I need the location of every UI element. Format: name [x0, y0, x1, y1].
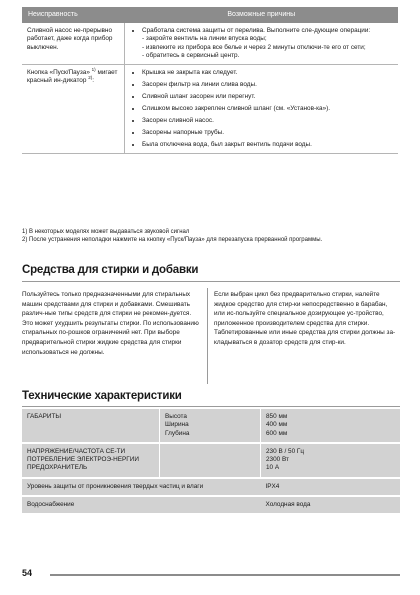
problem-text: : [92, 77, 94, 85]
section-divider [22, 406, 400, 407]
spec-name-line: НАПРЯЖЕНИЕ/ЧАСТОТА СЕ-ТИ [27, 447, 126, 455]
table-row [22, 409, 400, 443]
spec-label: Высота [165, 413, 187, 420]
cause-sub: - закройте вентиль на линии впуска воды; [142, 35, 267, 43]
footer-rule [50, 574, 400, 576]
causes-cell [125, 23, 399, 65]
cause-item: • Была отключена вода, был закрыт вентиль подачи воды. [142, 141, 393, 149]
table-row [22, 443, 400, 478]
page-number: 54 [22, 568, 33, 578]
spec-name: Уровень защиты от проникновения твердых частиц и влаги [22, 478, 261, 496]
spec-value: 10 А [266, 464, 280, 472]
troubleshooting-table [22, 7, 398, 154]
spec-value: 230 В / 50 Гц [266, 447, 305, 455]
footnotes [22, 228, 400, 244]
table-row [22, 65, 398, 154]
table-row [22, 496, 400, 513]
spec-labels [160, 409, 261, 443]
spec-label: Ширина [165, 421, 189, 429]
spec-value: Холодная вода [261, 496, 401, 513]
detergents-text-right: Если выбран цикл без предварительно стирки, налейте жидкое средство для стир-ки непосредственно в барабан, или ис-пользуйте специальное дозирующее ус-тройство, приложенное производителем средства для стирки. Таблетированные или иные средства для стирки должны за-кладываться в дозатор средств для стир-ки. [214, 291, 396, 346]
spec-name-line: ПРЕДОХРАНИТЕЛЬ [27, 464, 88, 472]
causes-cell [125, 65, 399, 154]
cause-main: Сработала система защиты от перелива. Выполните сле-дующие операции: [142, 27, 371, 34]
cause-item: • Слишком высоко закреплен сливной шланг (см. «Установ-ка»). [142, 105, 393, 113]
problem-text: Кнопка «Пуск/Пауза» [27, 69, 90, 77]
cause-item: • Засорен фильтр на линии слива воды. [142, 81, 393, 89]
cause-item: • Засорен сливной насос. [142, 117, 393, 125]
section-heading-specs: Технические характеристики [22, 390, 182, 402]
table-row [22, 23, 398, 65]
footnote-ref: 1) [91, 67, 96, 73]
spec-name-line: ПОТРЕБЛЕНИЕ ЭЛЕКТРОЭ-НЕРГИИ [27, 456, 139, 464]
spec-name: Водоснабжение [22, 496, 261, 513]
problem-text: мигает красный ин-дикатор [27, 69, 118, 85]
spec-name [22, 443, 160, 478]
footnote-ref: 2) [88, 75, 93, 81]
section-heading-detergents: Средства для стирки и добавки [22, 264, 199, 276]
spec-labels [160, 443, 261, 478]
spec-name: ГАБАРИТЫ [22, 409, 160, 443]
cause-item: • Засорены напорные трубы. [142, 129, 393, 137]
problem-cell: Сливной насос не-прерывно работает, даже когда прибор выключен. [22, 23, 125, 65]
spec-value: 2300 Вт [266, 456, 289, 464]
spec-values [261, 443, 401, 478]
spec-values [261, 409, 401, 443]
cause-item: • Сливной шланг засорен или перегнут. [142, 93, 393, 101]
footnote: 2) После устранения неполадки нажмите на кнопку «Пуск/Пауза» для перезапуска прерванной программы. [22, 237, 323, 243]
cause-sub: - извлеките из прибора все белье и через 2 минуты отключи-те его от сети; [142, 43, 366, 51]
table-row [22, 478, 400, 496]
problem-cell [22, 65, 125, 154]
column-divider [207, 288, 208, 384]
detergents-text-left: Пользуйтесь только предназначенными для стиральных машин средствами для стирки и добавками. Смешивать различ-ные типы средств для стирки не рекомен-дуется. Это может ухудшить результаты стирки. По использованию стиральных по-рошков ограничений нет. При выборе предварительной стирки жидкие средства для стирки использоваться не должны. [22, 291, 199, 356]
spec-label: Глубина [165, 429, 190, 437]
cause-item [142, 27, 393, 60]
cause-item: • Крышка не закрыта как следует. [142, 69, 393, 77]
specs-table [22, 409, 400, 513]
header-problem: Неисправность [22, 7, 125, 23]
table-header-row [22, 7, 398, 23]
header-causes: Возможные причины [125, 7, 399, 23]
footnote: 1) В некоторых моделях может выдаваться звуковой сигнал [22, 229, 190, 235]
spec-value: 400 мм [266, 421, 288, 429]
spec-value: 600 мм [266, 429, 288, 437]
spec-value: IPX4 [261, 478, 401, 496]
cause-sub: - обратитесь в сервисный центр. [142, 51, 240, 59]
section-divider [22, 281, 400, 282]
spec-value: 850 мм [266, 413, 288, 420]
